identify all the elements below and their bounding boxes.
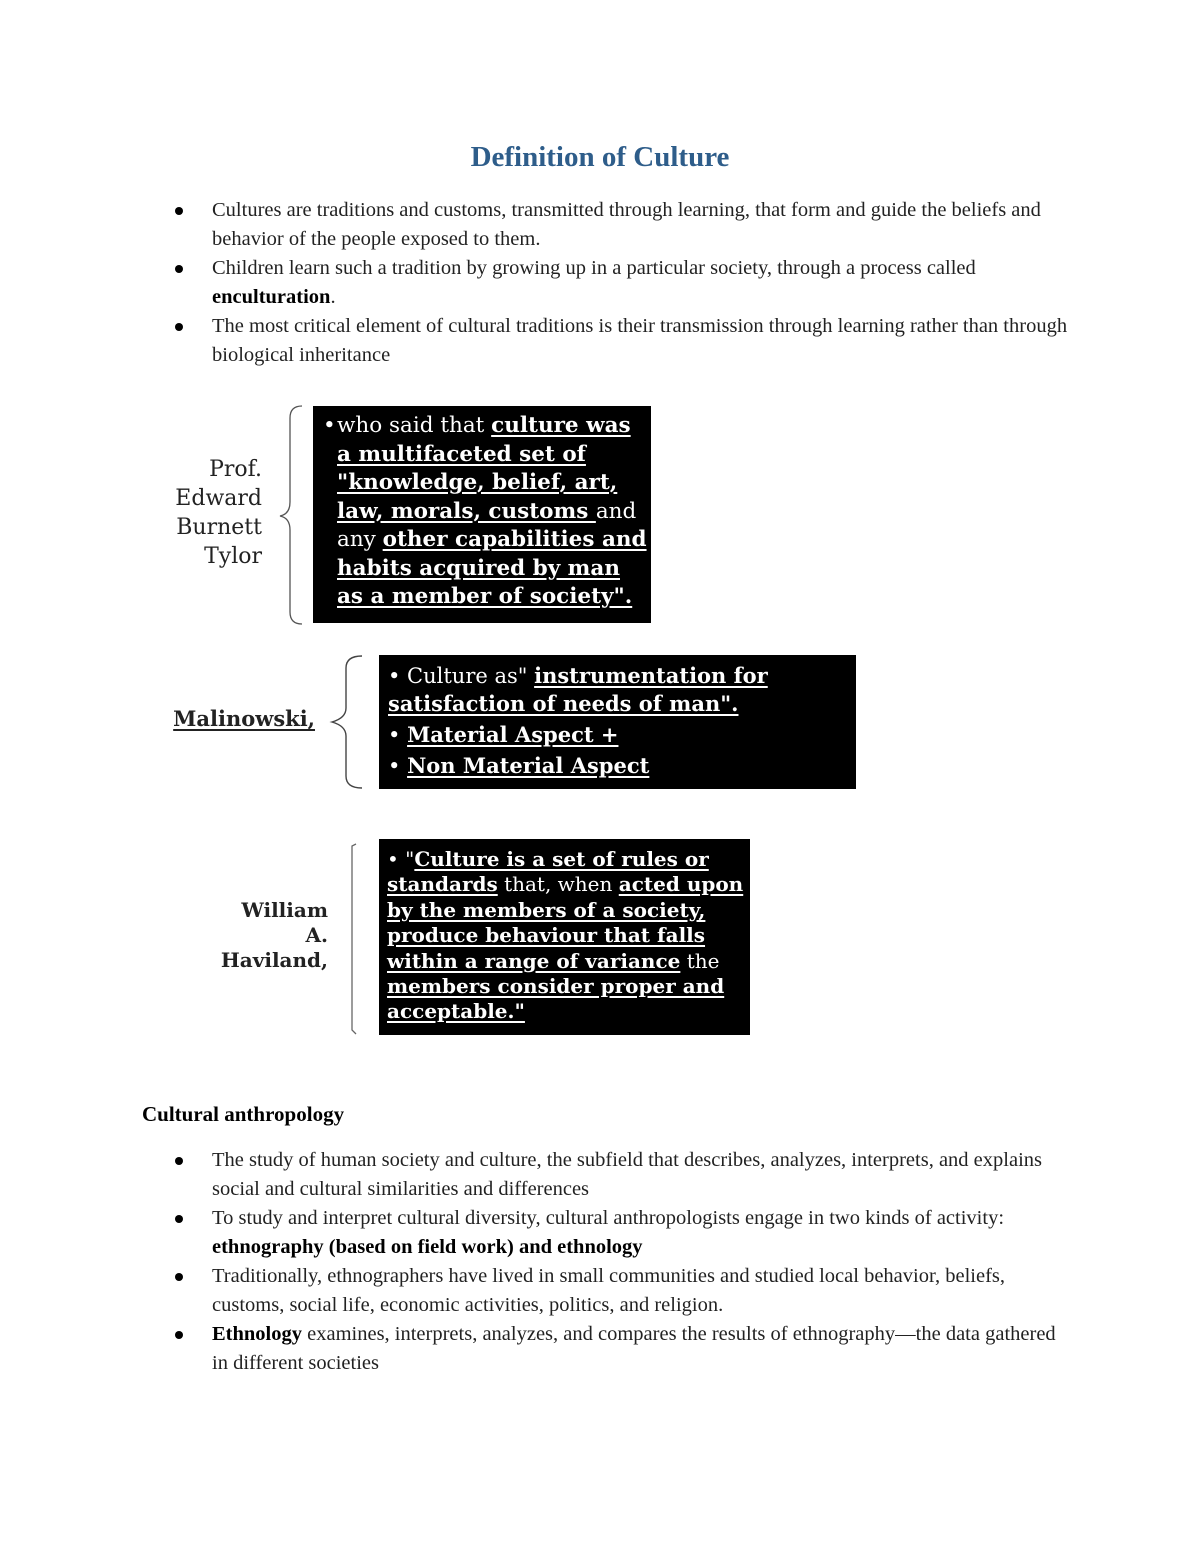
quote-text: and any bbox=[337, 498, 637, 552]
section-heading: Cultural anthropology bbox=[142, 1102, 345, 1126]
anthropology-list bbox=[0, 1146, 1072, 1378]
list-item bbox=[0, 1262, 1072, 1320]
tylor-quote-box bbox=[313, 406, 651, 623]
list-item-text: The study of human society and culture, the subfield that describes, analyzes, interprets, and explains social and cultural similarities and differences bbox=[212, 1149, 1042, 1200]
name-line: Burnett bbox=[176, 515, 262, 540]
quote-text: the bbox=[680, 948, 720, 973]
tylor-brace bbox=[278, 402, 308, 628]
list-item-text: Children learn such a tradition by growing up in a particular society, through a process called bbox=[212, 257, 976, 279]
name-line: Tylor bbox=[204, 544, 262, 569]
name-line: A. bbox=[305, 923, 328, 947]
quote-text-underlined: culture was a multifaceted set of "knowledge, belief, art, law, morals, customs bbox=[337, 413, 631, 524]
list-item bbox=[0, 1146, 1072, 1204]
bullet-icon bbox=[175, 323, 183, 331]
quote-text-underlined: other capabilities and habits acquired by man as a member of society". bbox=[337, 527, 647, 609]
haviland-quote-box bbox=[379, 839, 750, 1035]
bullet-icon bbox=[175, 1273, 183, 1281]
list-item-text: examines, interprets, analyzes, and compares the results of ethnography—the data gathered in different societies bbox=[212, 1323, 1056, 1374]
list-item bbox=[0, 196, 1072, 254]
bullet-icon: • bbox=[323, 413, 336, 438]
name-line: Prof. bbox=[209, 457, 262, 482]
haviland-bracket bbox=[346, 842, 360, 1036]
quote-text-underlined: Material Aspect + bbox=[407, 722, 619, 747]
quote-text-underlined: Culture is a set of rules or standards bbox=[387, 847, 709, 897]
list-item bbox=[0, 254, 1072, 312]
bullet-icon bbox=[175, 1157, 183, 1165]
list-item-text: The most critical element of cultural traditions is their transmission through learning rather than through biological inheritance bbox=[212, 315, 1068, 366]
definition-list bbox=[0, 196, 1072, 370]
list-item-text: . bbox=[330, 286, 336, 308]
quote-text-underlined: acted upon by the members of a society, produce behaviour that falls within a range of variance bbox=[387, 872, 744, 973]
haviland-name bbox=[200, 898, 328, 973]
quote-text: • " bbox=[387, 847, 415, 871]
bullet-icon bbox=[175, 265, 183, 273]
bullet-icon bbox=[175, 1215, 183, 1223]
quote-text-underlined: members consider proper and acceptable." bbox=[387, 974, 725, 1024]
quote-text: • bbox=[388, 723, 408, 747]
bullet-icon bbox=[175, 207, 183, 215]
list-item bbox=[0, 1204, 1072, 1262]
malinowski-brace bbox=[328, 652, 368, 792]
bold-term: Ethnology bbox=[212, 1323, 302, 1345]
name-line: William bbox=[241, 898, 328, 922]
bold-term: enculturation bbox=[212, 286, 331, 308]
quote-text: • Culture as" bbox=[388, 664, 535, 688]
malinowski-quote-box bbox=[379, 655, 856, 789]
bold-term: ethnography (based on field work) and ethnology bbox=[212, 1236, 643, 1258]
name-line: Edward bbox=[175, 486, 262, 511]
list-item-text: Traditionally, ethnographers have lived in small communities and studied local behavior, beliefs, customs, social life, economic activities, politics, and religion. bbox=[212, 1265, 1005, 1316]
bullet-icon bbox=[175, 1331, 183, 1339]
list-item bbox=[0, 312, 1072, 370]
quote-text-underlined: Non Material Aspect bbox=[407, 753, 650, 778]
quote-text: who said that bbox=[337, 413, 492, 438]
list-item bbox=[0, 1320, 1072, 1378]
list-item-text: Cultures are traditions and customs, transmitted through learning, that form and guide the beliefs and behavior of the people exposed to them. bbox=[212, 199, 1041, 250]
quote-text: • bbox=[388, 754, 408, 778]
malinowski-name: Malinowski, bbox=[173, 706, 315, 731]
page-title: Definition of Culture bbox=[470, 141, 730, 173]
list-item-text: To study and interpret cultural diversity, cultural anthropologists engage in two kinds of activity: bbox=[212, 1207, 1005, 1229]
quote-text: that, when bbox=[497, 872, 619, 897]
tylor-name bbox=[150, 455, 262, 571]
name-line: Haviland, bbox=[220, 948, 328, 972]
quote-text-underlined: instrumentation for satisfaction of needs of man". bbox=[388, 663, 768, 716]
